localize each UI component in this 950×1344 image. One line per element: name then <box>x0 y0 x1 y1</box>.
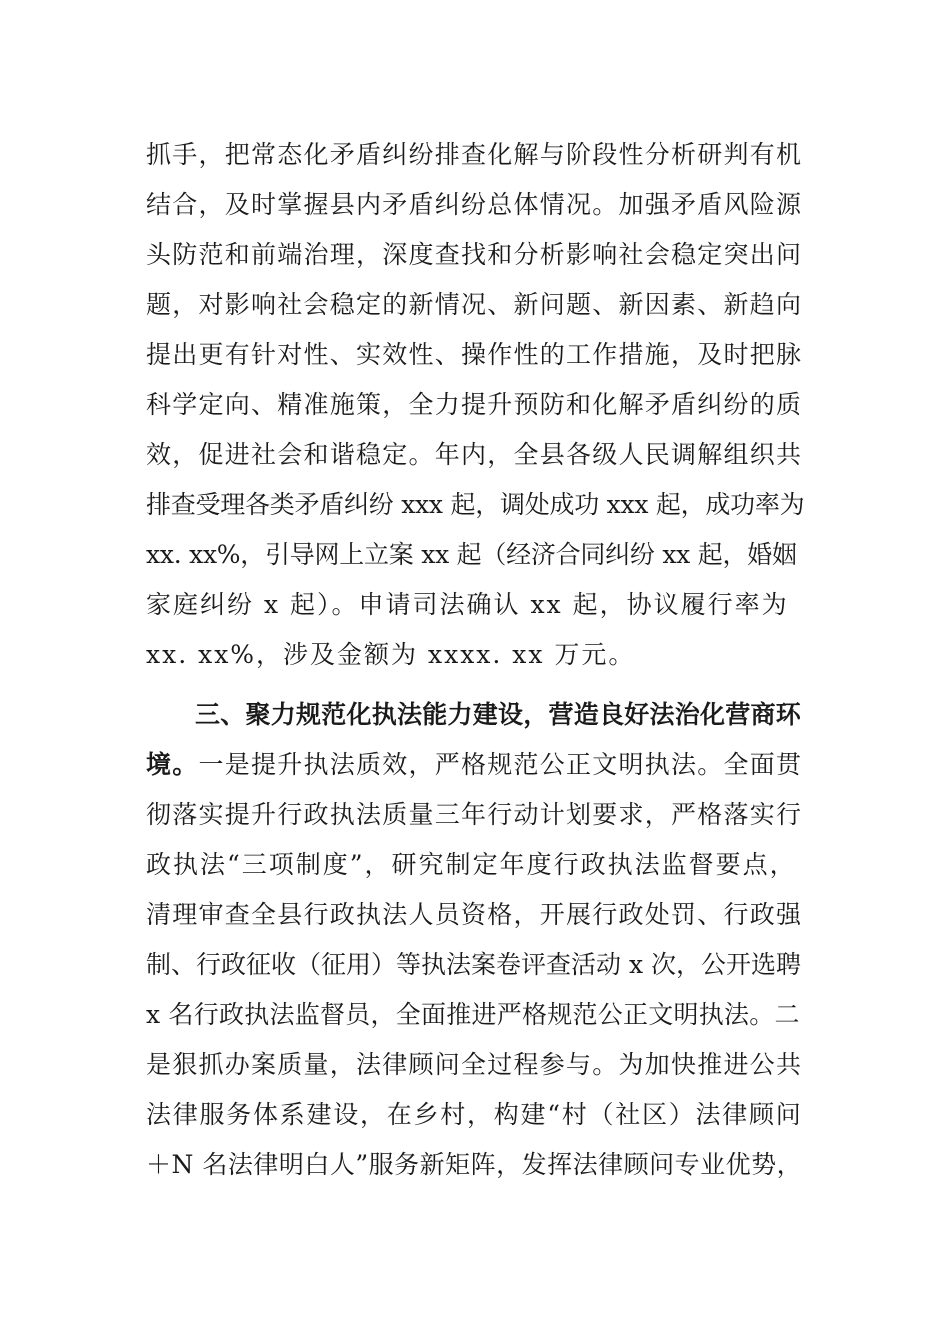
body-text-line: 制、行政征收（征用）等执法案卷评查活动 x 次，公开选聘 <box>146 950 801 979</box>
section-heading-end: 境。 <box>146 750 199 779</box>
body-text-line: 排查受理各类矛盾纠纷 xxx 起，调处成功 xxx 起，成功率为 <box>146 490 805 519</box>
body-text-line: xx. xx%，引导网上立案 xx 起（经济合同纠纷 xx 起，婚姻 <box>146 540 797 569</box>
body-text-line: 题，对影响社会稳定的新情况、新问题、新因素、新趋向 <box>146 290 803 319</box>
body-text-line: 彻落实提升行政执法质量三年行动计划要求，严格落实行 <box>146 800 803 829</box>
body-text-line: 结合，及时掌握县内矛盾纠纷总体情况。加强矛盾风险源 <box>146 190 803 219</box>
body-text-line: 是狠抓办案质量，法律顾问全过程参与。为加快推进公共 <box>146 1050 803 1079</box>
body-text-line: 清理审查全县行政执法人员资格，开展行政处罚、行政强 <box>146 900 803 929</box>
body-text-line: 家庭纠纷 x 起）。申请司法确认 xx 起，协议履行率为 <box>146 590 789 619</box>
body-text-span: 一是提升执法质效，严格规范公正文明执法。全面贯 <box>198 750 803 779</box>
body-text-line: 提出更有针对性、实效性、操作性的工作措施，及时把脉 <box>146 340 803 369</box>
body-text-line: x 名行政执法监督员，全面推进严格规范公正文明执法。二 <box>146 1000 800 1029</box>
section-heading: 三、聚力规范化执法能力建设，营造良好法治化营商环 <box>195 700 802 729</box>
body-text-line: 科学定向、精准施策，全力提升预防和化解矛盾纠纷的质 <box>146 390 803 419</box>
body-text-line: 头防范和前端治理，深度查找和分析影响社会稳定突出问 <box>146 240 803 269</box>
body-text-line <box>146 745 804 785</box>
body-text-line: ＋N 名法律明白人”服务新矩阵，发挥法律顾问专业优势， <box>146 1150 803 1179</box>
body-text-line: 政执法“三项制度”，研究制定年度行政执法监督要点， <box>146 850 797 879</box>
body-text-line: 法律服务体系建设，在乡村，构建“村（社区）法律顾问 <box>146 1100 803 1129</box>
body-text-line: xx. xx%，涉及金额为 xxxx. xx 万元。 <box>146 640 636 669</box>
body-text-line: 抓手，把常态化矛盾纠纷排查化解与阶段性分析研判有机 <box>146 140 803 169</box>
body-text-line: 效，促进社会和谐稳定。年内，全县各级人民调解组织共 <box>146 440 803 469</box>
